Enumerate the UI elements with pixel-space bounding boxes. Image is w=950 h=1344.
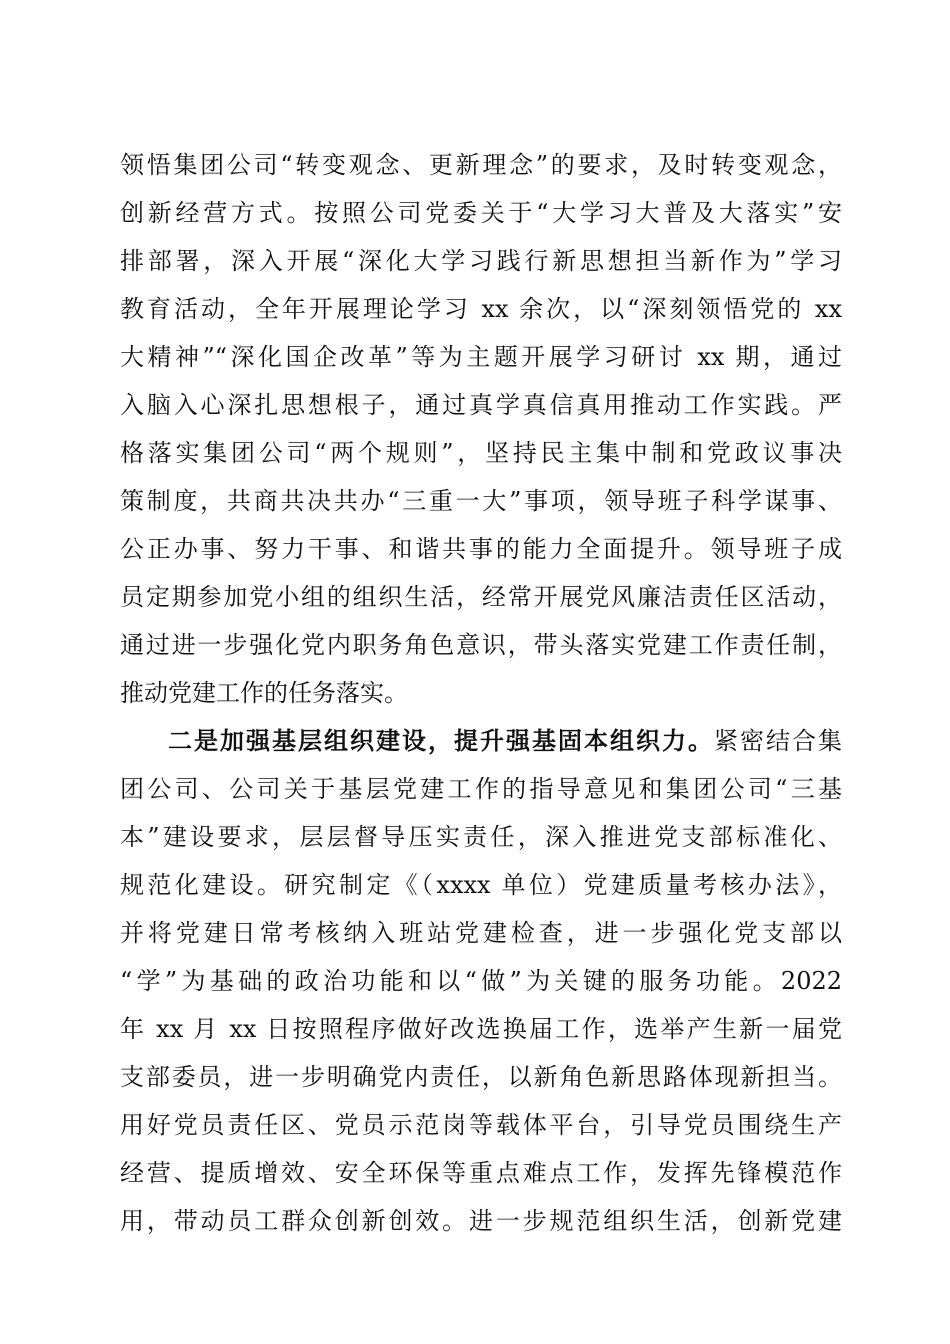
paragraph-1-line: 排部署，深入开展“深化大学习践行新思想担当新作为”学习 <box>120 247 842 275</box>
document-body <box>120 141 842 1245</box>
paragraph-2-line: 用好党员责任区、党员示范岗等载体平台，引导党员围绕生产 <box>120 1111 842 1139</box>
paragraph-1-line: 入脑入心深扎思想根子，通过真学真信真用推动工作实践。严 <box>120 391 842 419</box>
paragraph-2-line: 并将党建日常考核纳入班站党建检查，进一步强化党支部以 <box>120 919 842 947</box>
paragraph-2-line: 经营、提质增效、安全环保等重点难点工作，发挥先锋模范作 <box>120 1159 842 1187</box>
paragraph-2-line: 团公司、公司关于基层党建工作的指导意见和集团公司“三基 <box>120 775 842 803</box>
paragraph-1-line: 员定期参加党小组的组织生活，经常开展党风廉洁责任区活动， <box>120 583 842 611</box>
paragraph-2-line: 本”建设要求，层层督导压实责任，深入推进党支部标准化、 <box>120 823 842 851</box>
paragraph-2-heading: 二是加强基层组织建设，提升强基固本组织力。 <box>168 726 714 755</box>
paragraph-1-line: 策制度，共商共决共办“三重一大”事项，领导班子科学谋事、 <box>120 487 842 515</box>
paragraph-2-line: 支部委员，进一步明确党内责任，以新角色新思路体现新担当。 <box>120 1063 842 1091</box>
paragraph-1-line: 创新经营方式。按照公司党委关于“大学习大普及大落实”安 <box>120 199 842 227</box>
paragraph-1-line: 通过进一步强化党内职务角色意识，带头落实党建工作责任制， <box>120 631 842 659</box>
paragraph-1-line: 大精神”“深化国企改革”等为主题开展学习研讨 xx 期，通过 <box>120 343 842 371</box>
paragraph-2-line: “学”为基础的政治功能和以“做”为关键的服务功能。2022 <box>120 967 842 995</box>
paragraph-2-line: 用，带动员工群众创新创效。进一步规范组织生活，创新党建 <box>120 1207 842 1235</box>
paragraph-1-line: 教育活动，全年开展理论学习 xx 余次，以“深刻领悟党的 xx <box>120 295 842 323</box>
paragraph-1-line: 领悟集团公司“转变观念、更新理念”的要求，及时转变观念， <box>120 151 842 179</box>
paragraph-2-line: 规范化建设。研究制定《（xxxx 单位）党建质量考核办法》， <box>120 871 842 899</box>
paragraph-2-first-line <box>120 717 842 765</box>
paragraph-2-line: 年 xx 月 xx 日按照程序做好改选换届工作，选举产生新一届党 <box>120 1015 842 1043</box>
paragraph-2-first-line-text: 紧密结合集 <box>714 727 842 755</box>
paragraph-1-line: 公正办事、努力干事、和谐共事的能力全面提升。领导班子成 <box>120 535 842 563</box>
paragraph-1-line: 推动党建工作的任务落实。 <box>120 679 408 707</box>
paragraph-1-line: 格落实集团公司“两个规则”，坚持民主集中制和党政议事决 <box>120 439 842 467</box>
